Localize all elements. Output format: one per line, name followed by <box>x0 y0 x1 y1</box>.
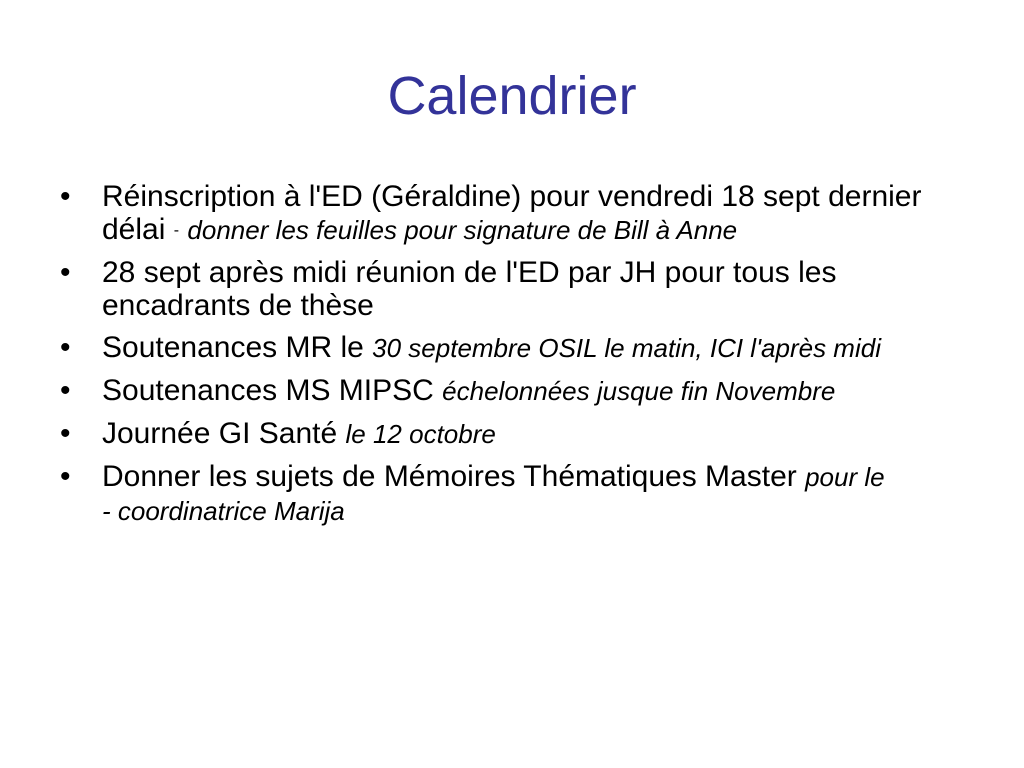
bullet-text: Donner les sujets de Mémoires Thématiques Master <box>102 460 797 493</box>
bullet-item-journee-gi <box>58 417 958 451</box>
bullet-icon: • <box>60 180 71 213</box>
bullet-note: échelonnées jusque fin Novembre <box>442 376 836 406</box>
bullet-note: pour le <box>805 462 885 492</box>
bullet-icon: • <box>60 417 71 450</box>
dash-separator: - <box>173 222 180 239</box>
bullet-icon: • <box>60 331 71 364</box>
bullet-text: Soutenances MS MIPSC <box>102 374 434 407</box>
bullet-text: 28 sept après midi réunion de l'ED par JH pour tous les encadrants de thèse <box>102 256 837 322</box>
bullet-note: 30 septembre OSIL le matin, ICI l'après midi <box>372 333 881 363</box>
bullet-item-reinscription <box>58 180 958 247</box>
bullet-icon: • <box>60 374 71 407</box>
bullet-list <box>58 180 958 537</box>
bullet-item-reunion-ed <box>58 256 958 322</box>
bullet-text: Soutenances MR le <box>102 331 364 364</box>
bullet-note: le 12 octobre <box>345 419 496 449</box>
slide-title: Calendrier <box>387 66 637 126</box>
bullet-item-soutenances-mr <box>58 331 958 365</box>
bullet-text: Journée GI Santé <box>102 417 338 450</box>
bullet-text: Réinscription à l'ED (Géraldine) pour vendredi 18 sept dernier délai <box>102 180 922 246</box>
bullet-item-soutenances-ms <box>58 374 958 408</box>
bullet-note: donner les feuilles pour signature de Bill à Anne <box>187 215 738 245</box>
bullet-note-after-gap: - coordinatrice Marija <box>102 496 345 526</box>
bullet-icon: • <box>60 460 71 493</box>
bullet-icon: • <box>60 256 71 289</box>
bullet-item-memoires <box>58 460 958 528</box>
